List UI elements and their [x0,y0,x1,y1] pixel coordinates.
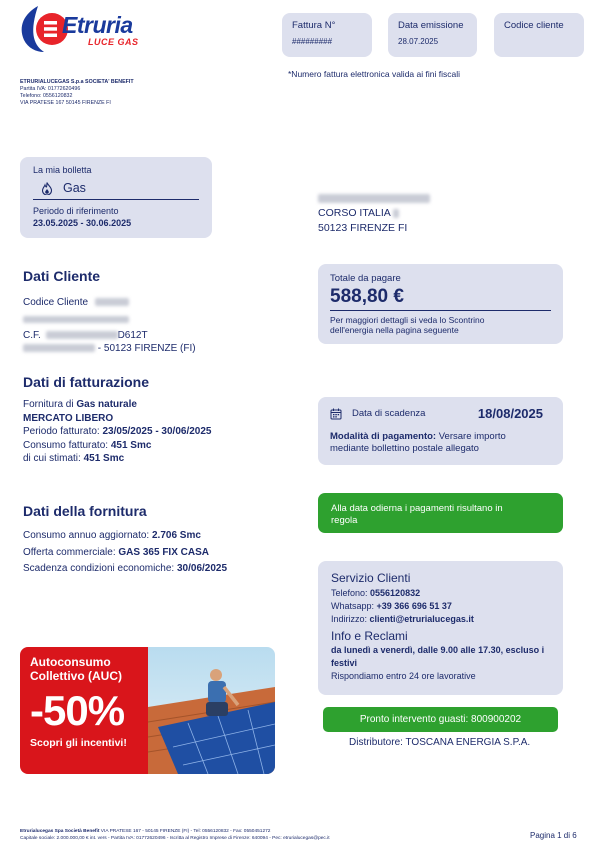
conditions-expiry-prefix: Scadenza condizioni economiche: [23,563,177,574]
footer-company: Etrurialucegas Spa Società Benefit [20,829,100,834]
footer-address: VIA PRATESE 167 - 50145 FIRENZE (FI) - Tel: 0556120832 - Fax: 0550451272 [99,829,271,834]
service-whatsapp[interactable]: +39 366 696 51 37 [376,601,452,611]
service-phone-label: Telefono: [331,588,371,598]
payment-method-label: Modalità di pagamento: [330,431,437,442]
customer-code-text-label: Codice Cliente [23,297,89,308]
issue-date-label: Data emissione [398,20,464,31]
billed-period-prefix: Periodo fatturato: [23,426,103,437]
total-due-note-2: dell'energia nella pagina seguente [330,325,459,335]
redacted-customer-name [23,311,129,329]
due-date-value: 18/08/2025 [477,406,543,421]
promo-line-1: Autoconsumo [30,655,111,669]
recipient-city: 50123 FIRENZE FI [318,222,408,234]
opening-hours-2: festivi [331,658,358,668]
service-whatsapp-label: Whatsapp: [331,601,377,611]
promo-text-panel [20,647,148,774]
customer-service-title: Servizio Clienti [331,571,411,585]
solar-panel-worker-image [148,647,275,774]
redacted-tax-code [46,331,118,339]
tax-code-tail: D612T [117,330,148,341]
company-piva: Partita IVA: 01772620496 [20,86,81,92]
estimated-value: 451 Smc [83,453,125,464]
payment-method-text: Versare importo [436,431,506,442]
total-due-amount: 588,80 € [330,286,551,311]
tax-code-label: C.F. [23,330,41,341]
invoice-number-box [282,13,372,57]
annual-consumption-prefix: Consumo annuo aggiornato: [23,530,152,541]
company-address: VIA PRATESE 167 50145 FIRENZE FI [20,100,111,106]
issue-date-box [388,13,477,57]
billed-period-value: 23/05/2025 - 30/06/2025 [102,426,212,437]
promo-banner[interactable] [20,647,275,774]
offer-prefix: Offerta commerciale: [23,546,119,558]
due-date-label: Data di scadenza [352,408,426,419]
billing-data-details [23,398,211,466]
customer-code-box [494,13,584,57]
brand-sub: LUCE GAS [88,37,139,47]
promo-line-2: Collettivo (AUC) [30,669,122,683]
customer-code-label: Codice cliente [504,20,564,31]
promo-discount: -50% [30,687,125,734]
opening-hours-1: da lunedì a venerdì, dalle 9.00 alle 17.30, escluso i [331,645,545,655]
emergency-service-banner[interactable]: Pronto intervento guasti: 800900202 [323,707,558,732]
redacted-name [318,194,430,203]
recipient-address [318,191,430,236]
footer-legal [20,829,330,842]
supply-data-title: Dati della fornitura [23,503,147,519]
customer-data-title: Dati Cliente [23,268,101,284]
billed-consumption-value: 451 Smc [110,439,152,451]
payment-status-line-1: Alla data odierna i pagamenti risultano in [331,503,503,514]
info-complaints-title: Info e Reclami [331,629,408,643]
conditions-expiry-value: 30/06/2025 [176,563,228,574]
customer-city-row [23,341,196,356]
customer-city: - 50123 FIRENZE (FI) [97,343,196,354]
service-phone[interactable]: 0556120832 [370,588,421,598]
brand-name: Etruria [62,12,133,38]
payment-method [330,431,551,455]
payment-method-text-2: mediante bollettino postale allegato [330,443,479,454]
page-number: Pagina 1 di 6 [530,831,577,840]
footer-capital: Capitale sociale: 2.000.000,00 € int. vers - Partita IVA: 01772620496 - Iscritta al Registro Imprese di Firenze: 640094 - Pec: etrurialucegas@pec.it [20,835,330,841]
total-due-box [318,264,563,344]
company-phone: Telefono: 0556120832 [20,93,73,99]
invoice-number-value: ######### [292,37,333,46]
supply-data-details [23,528,227,578]
period-label: Periodo di riferimento [33,206,119,216]
invoice-note: *Numero fattura elettronica valida ai fini fiscali [288,69,460,79]
supply-value: Gas naturale [76,399,137,410]
calendar-icon [330,408,342,420]
response-time: Rispondiamo entro 24 ore lavorative [331,671,476,681]
supply-prefix: Fornitura di [23,399,77,410]
total-due-label: Totale da pagare [330,273,401,284]
annual-consumption-value: 2.706 Smc [151,530,201,541]
market-type: MERCATO LIBERO [23,412,114,424]
promo-cta[interactable]: Scopri gli incentivi! [30,737,127,749]
company-name: ETRURIALUCEGAS S.p.a SOCIETA' BENEFIT [20,79,134,85]
invoice-number-label: Fattura N° [292,20,336,31]
bill-type-row [33,181,199,200]
issue-date-value: 28.07.2025 [398,37,439,46]
total-due-note-1: Per maggiori dettagli si veda lo Scontrino [330,315,485,325]
service-email-link[interactable]: clienti@etrurialucegas.it [369,614,474,624]
period-dates: 23.05.2025 - 30.06.2025 [33,218,132,228]
customer-code-row [23,295,129,310]
bill-type: Gas [63,181,86,195]
estimated-prefix: di cui stimati: [23,453,84,464]
billing-data-title: Dati di fatturazione [23,374,150,390]
recipient-street: CORSO ITALIA [318,207,391,219]
billed-consumption-prefix: Consumo fatturato: [23,439,111,451]
due-date-box [318,397,563,465]
payment-status-banner [318,493,563,533]
distributor-info: Distributore: TOSCANA ENERGIA S.P.A. [349,737,531,748]
redacted-code [95,298,129,306]
bill-title: La mia bolletta [33,165,92,175]
bill-summary-box [20,157,212,238]
redacted-number [393,209,399,218]
customer-service-box [318,561,563,695]
payment-status-line-2: regola [331,515,358,526]
redacted-street [23,344,95,352]
flame-icon [42,182,52,195]
offer-value: GAS 365 FIX CASA [118,546,209,558]
service-email-label: Indirizzo: [331,614,370,624]
